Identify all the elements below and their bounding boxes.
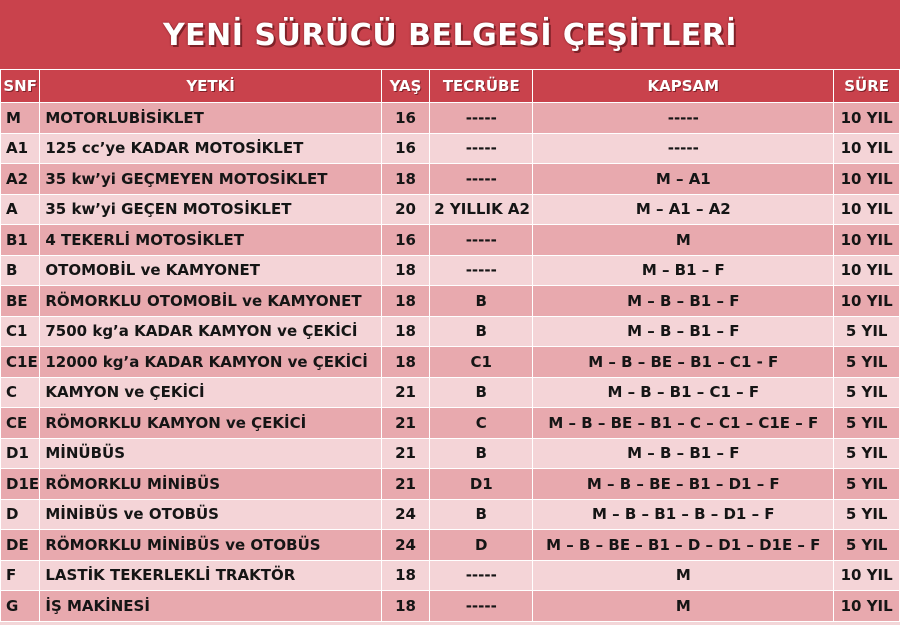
cell-sure: 10 YIL xyxy=(834,164,899,194)
cell-yas: 21 xyxy=(382,439,429,469)
table-row xyxy=(1,286,899,316)
cell-yas: 16 xyxy=(382,134,429,164)
table-row xyxy=(1,530,899,560)
cell-snf: A1 xyxy=(1,134,39,164)
cell-yas: 24 xyxy=(382,530,429,560)
table-row xyxy=(1,439,899,469)
cell-sure: 5 YIL xyxy=(834,378,899,408)
cell-yas: 18 xyxy=(382,317,429,347)
cell-sure: 10 YIL xyxy=(834,195,899,225)
cell-yas: 18 xyxy=(382,164,429,194)
table-row xyxy=(1,317,899,347)
cell-yetki: MİNİBÜS ve OTOBÜS xyxy=(40,500,380,530)
cell-sure: 10 YIL xyxy=(834,286,899,316)
cell-tecrube: ----- xyxy=(430,164,532,194)
cell-snf: B xyxy=(1,256,39,286)
cell-yas: 21 xyxy=(382,408,429,438)
cell-yas: 18 xyxy=(382,561,429,591)
cell-sure: 5 YIL xyxy=(834,469,899,499)
cell-sure: 5 YIL xyxy=(834,439,899,469)
cell-yetki: LASTİK TEKERLEKLİ TRAKTÖR xyxy=(40,561,380,591)
cell-tecrube: D1 xyxy=(430,469,532,499)
cell-tecrube: B xyxy=(430,439,532,469)
cell-tecrube: C1 xyxy=(430,347,532,377)
cell-snf: C1E xyxy=(1,347,39,377)
cell-yas: 24 xyxy=(382,500,429,530)
cell-yetki: KAMYON ve ÇEKİCİ xyxy=(40,378,380,408)
cell-snf: M xyxy=(1,103,39,133)
cell-kapsam: ----- xyxy=(533,103,833,133)
cell-snf: CE xyxy=(1,408,39,438)
cell-snf: F xyxy=(1,561,39,591)
cell-snf: C xyxy=(1,378,39,408)
header-snf: SNF xyxy=(1,70,39,102)
cell-kapsam: M xyxy=(533,591,833,621)
table-row xyxy=(1,408,899,438)
cell-tecrube: ----- xyxy=(430,256,532,286)
cell-tecrube: 2 YILLIK A2 xyxy=(430,195,532,225)
cell-snf: C1 xyxy=(1,317,39,347)
table-row xyxy=(1,134,899,164)
cell-kapsam: M – B – B1 – C1 – F xyxy=(533,378,833,408)
cell-yetki: 4 TEKERLİ MOTOSİKLET xyxy=(40,225,380,255)
cell-yetki: 35 kw’yi GEÇEN MOTOSİKLET xyxy=(40,195,380,225)
cell-kapsam: M – B – BE – B1 – D1 – F xyxy=(533,469,833,499)
header-sure: SÜRE xyxy=(834,70,899,102)
table-body xyxy=(1,103,899,621)
header-yas: YAŞ xyxy=(382,70,429,102)
cell-sure: 5 YIL xyxy=(834,317,899,347)
cell-kapsam: M – B – B1 – F xyxy=(533,439,833,469)
cell-sure: 10 YIL xyxy=(834,103,899,133)
table-row xyxy=(1,591,899,621)
license-table xyxy=(0,69,900,622)
cell-sure: 5 YIL xyxy=(834,530,899,560)
cell-tecrube: B xyxy=(430,500,532,530)
cell-kapsam: M – B1 – F xyxy=(533,256,833,286)
cell-sure: 5 YIL xyxy=(834,500,899,530)
table-row xyxy=(1,378,899,408)
cell-tecrube: B xyxy=(430,317,532,347)
cell-yetki: OTOMOBİL ve KAMYONET xyxy=(40,256,380,286)
cell-tecrube: ----- xyxy=(430,103,532,133)
cell-kapsam: M – B – BE – B1 – C – C1 – C1E – F xyxy=(533,408,833,438)
cell-tecrube: B xyxy=(430,286,532,316)
table-row xyxy=(1,500,899,530)
cell-kapsam: M – B – BE – B1 – C1 - F xyxy=(533,347,833,377)
cell-yetki: RÖMORKLU MİNİBÜS xyxy=(40,469,380,499)
cell-tecrube: C xyxy=(430,408,532,438)
cell-kapsam: M – B – B1 – B – D1 – F xyxy=(533,500,833,530)
cell-snf: A2 xyxy=(1,164,39,194)
cell-snf: D1 xyxy=(1,439,39,469)
table-row xyxy=(1,225,899,255)
cell-sure: 5 YIL xyxy=(834,347,899,377)
cell-kapsam: M – B – B1 – F xyxy=(533,286,833,316)
cell-yetki: 35 kw’yi GEÇMEYEN MOTOSİKLET xyxy=(40,164,380,194)
cell-tecrube: ----- xyxy=(430,225,532,255)
cell-yas: 16 xyxy=(382,225,429,255)
table-row xyxy=(1,164,899,194)
table-header xyxy=(1,70,899,102)
cell-yas: 18 xyxy=(382,591,429,621)
table-row xyxy=(1,195,899,225)
table-row xyxy=(1,256,899,286)
table-row xyxy=(1,561,899,591)
cell-yas: 20 xyxy=(382,195,429,225)
cell-sure: 10 YIL xyxy=(834,561,899,591)
cell-kapsam: M – A1 – A2 xyxy=(533,195,833,225)
cell-yetki: 125 cc’ye KADAR MOTOSİKLET xyxy=(40,134,380,164)
cell-kapsam: M – B – B1 – F xyxy=(533,317,833,347)
cell-kapsam: M – B – BE – B1 – D – D1 – D1E – F xyxy=(533,530,833,560)
cell-snf: A xyxy=(1,195,39,225)
cell-kapsam: M xyxy=(533,225,833,255)
cell-sure: 10 YIL xyxy=(834,256,899,286)
cell-tecrube: ----- xyxy=(430,591,532,621)
header-row xyxy=(1,70,899,102)
cell-tecrube: ----- xyxy=(430,561,532,591)
cell-sure: 10 YIL xyxy=(834,591,899,621)
cell-sure: 10 YIL xyxy=(834,134,899,164)
cell-tecrube: B xyxy=(430,378,532,408)
cell-yetki: MİNÜBÜS xyxy=(40,439,380,469)
cell-tecrube: ----- xyxy=(430,134,532,164)
cell-yetki: RÖMORKLU KAMYON ve ÇEKİCİ xyxy=(40,408,380,438)
cell-yetki: RÖMORKLU OTOMOBİL ve KAMYONET xyxy=(40,286,380,316)
cell-yas: 18 xyxy=(382,286,429,316)
cell-sure: 10 YIL xyxy=(834,225,899,255)
cell-yetki: 7500 kg’a KADAR KAMYON ve ÇEKİCİ xyxy=(40,317,380,347)
table-row xyxy=(1,469,899,499)
header-kapsam: KAPSAM xyxy=(533,70,833,102)
cell-snf: DE xyxy=(1,530,39,560)
cell-yas: 18 xyxy=(382,256,429,286)
cell-yetki: RÖMORKLU MİNİBÜS ve OTOBÜS xyxy=(40,530,380,560)
table-row xyxy=(1,347,899,377)
cell-yetki: 12000 kg’a KADAR KAMYON ve ÇEKİCİ xyxy=(40,347,380,377)
cell-kapsam: ----- xyxy=(533,134,833,164)
cell-snf: BE xyxy=(1,286,39,316)
table-row xyxy=(1,103,899,133)
cell-tecrube: D xyxy=(430,530,532,560)
cell-snf: G xyxy=(1,591,39,621)
cell-yas: 21 xyxy=(382,378,429,408)
cell-yas: 16 xyxy=(382,103,429,133)
cell-sure: 5 YIL xyxy=(834,408,899,438)
cell-snf: B1 xyxy=(1,225,39,255)
cell-yetki: MOTORLUBİSİKLET xyxy=(40,103,380,133)
cell-kapsam: M xyxy=(533,561,833,591)
header-tecrube: TECRÜBE xyxy=(430,70,532,102)
cell-yetki: İŞ MAKİNESİ xyxy=(40,591,380,621)
page-title: YENİ SÜRÜCÜ BELGESİ ÇEŞİTLERİ xyxy=(0,0,900,70)
cell-snf: D xyxy=(1,500,39,530)
header-yetki: YETKİ xyxy=(40,70,380,102)
cell-snf: D1E xyxy=(1,469,39,499)
cell-yas: 18 xyxy=(382,347,429,377)
cell-yas: 21 xyxy=(382,469,429,499)
cell-kapsam: M – A1 xyxy=(533,164,833,194)
